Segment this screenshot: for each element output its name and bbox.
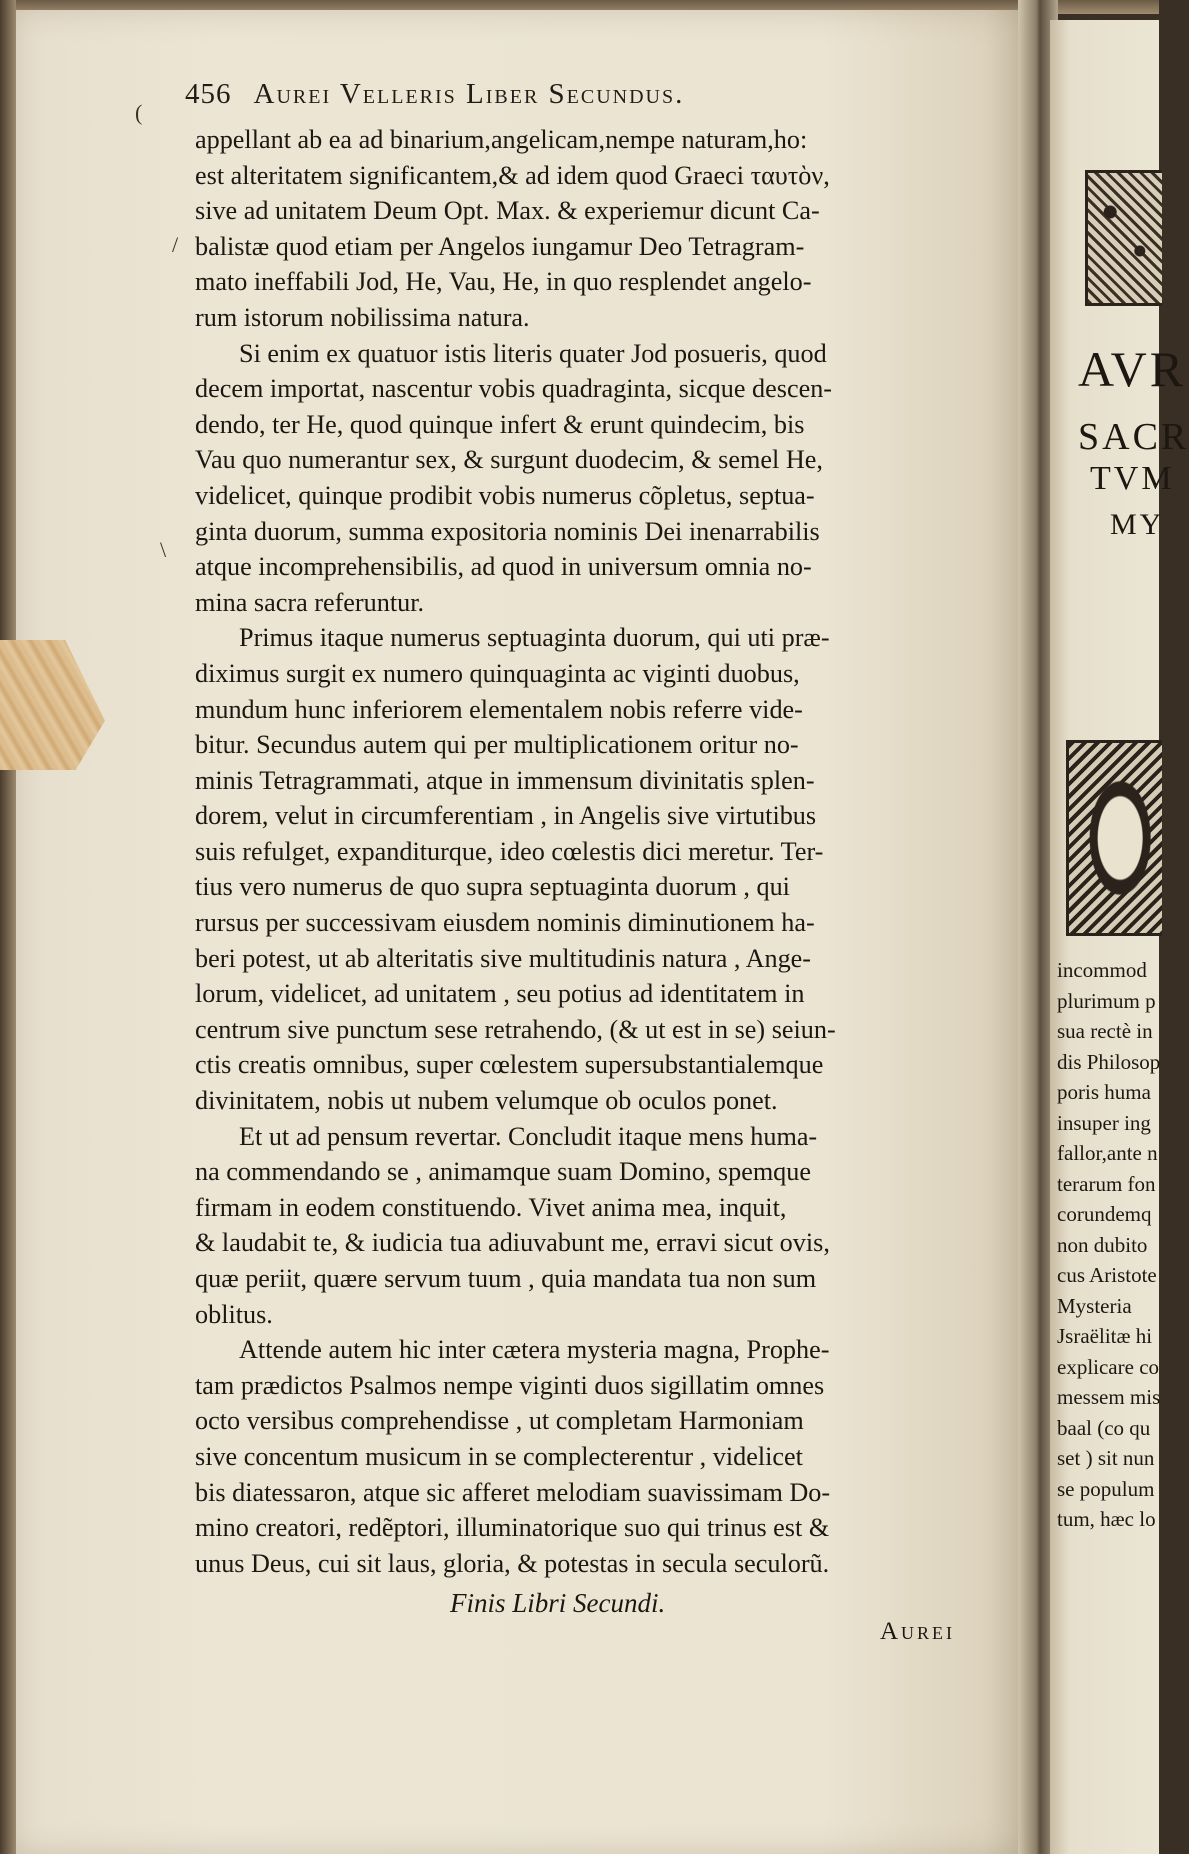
text-line: suis refulget, expanditurque, ideo cœlestis dici meretur. Ter-	[195, 836, 824, 866]
right-text-line: messem mis	[1057, 1385, 1161, 1409]
right-text-line: terarum fon	[1057, 1171, 1156, 1196]
text-line: tius vero numerus de quo supra septuaginta duorum , qui	[195, 872, 790, 902]
text-line: videlicet, quinque prodibit vobis numerus cõpletus, septua-	[195, 480, 815, 510]
paragraph	[195, 1119, 1005, 1333]
running-head	[185, 78, 965, 111]
text-line: bitur. Secundus autem qui per multiplicationem oritur no-	[195, 730, 799, 760]
text-line: Vau quo numerantur sex, & surgunt duodecim, & semel He,	[195, 445, 823, 475]
text-line: & laudabit te, & iudicia tua adiuvabunt me, erravi sicut ovis,	[195, 1228, 830, 1258]
right-text-line: baal (co qu	[1057, 1415, 1151, 1440]
book-left-edge	[0, 0, 16, 1854]
text-line: oblitus.	[195, 1299, 273, 1329]
right-text-line: sua rectè in	[1057, 1019, 1153, 1043]
text-line: beri potest, ut ab alteritatis sive multitudinis natura , Ange-	[195, 943, 812, 973]
right-text-line: plurimum p	[1057, 988, 1156, 1013]
margin-mark: (	[135, 100, 143, 125]
margin-mark: \	[160, 537, 167, 562]
right-text-line: Mysteria	[1057, 1293, 1132, 1318]
text-line: minis Tetragrammati, atque in immensum divinitatis splen-	[195, 765, 815, 795]
finis-line: Finis Libri Secundi.	[450, 1588, 666, 1618]
right-text-line: Jsraëlitæ hi	[1057, 1324, 1153, 1348]
paragraph	[195, 336, 1005, 621]
text-line: mundum hunc inferiorem elementalem nobis referre vide-	[195, 694, 803, 724]
right-text-line: fallor,ante n	[1057, 1141, 1158, 1165]
text-line: sive concentum musicum in se complecterentur , videlicet	[195, 1441, 803, 1471]
right-text-line: non dubito	[1057, 1232, 1148, 1257]
decorated-initial	[1066, 740, 1162, 936]
text-line: balistæ quod etiam per Angelos iungamur Deo Tetragram-	[195, 231, 805, 261]
text-line: rum istorum nobilissima natura.	[195, 302, 530, 332]
right-text-line: incommod	[1057, 958, 1147, 982]
paragraph	[195, 122, 1005, 336]
right-page-text	[1057, 955, 1159, 1535]
text-line: est alteritatem significantem,& ad idem quod Graeci ταυτὸν,	[195, 160, 830, 190]
text-line: unus Deus, cui sit laus, gloria, & potestas in secula seculorũ.	[195, 1548, 830, 1578]
right-text-line: insuper ing	[1057, 1110, 1151, 1135]
text-line: Et ut ad pensum revertar. Concludit itaque mens huma-	[239, 1121, 818, 1151]
right-text-line: tum, hæc lo	[1057, 1507, 1156, 1531]
right-title-line-3: TVM	[1090, 460, 1175, 497]
text-line: ginta duorum, summa expositoria nominis Dei inenarrabilis	[195, 516, 820, 546]
right-text-line: corundemq	[1057, 1202, 1152, 1226]
text-line: appellant ab ea ad binarium,angelicam,nempe naturam,ho:	[195, 125, 808, 154]
text-line: octo versibus comprehendisse , ut completam Harmoniam	[195, 1406, 804, 1436]
text-line: tam prædictos Psalmos nempe viginti duos sigillatim omnes	[195, 1370, 825, 1400]
text-line: Si enim ex quatuor istis literis quater Jod posueris, quod	[239, 338, 827, 368]
text-line: mato ineffabili Jod, He, Vau, He, in quo resplendet angelo-	[195, 267, 812, 297]
text-line: decem importat, nascentur vobis quadraginta, sicque descen-	[195, 374, 833, 404]
page-number: 456	[185, 78, 232, 110]
headpiece-ornament	[1085, 170, 1162, 306]
paragraph	[195, 620, 1005, 1118]
text-line: rursus per successivam eiusdem nominis diminutionem ha-	[195, 908, 815, 938]
right-title-line-1: AVR	[1078, 341, 1187, 397]
body-text	[195, 122, 1005, 1581]
text-line: Primus itaque numerus septuaginta duorum, qui uti præ-	[239, 623, 830, 653]
text-line: mino creatori, redẽptori, illuminatorique suo qui trinus est &	[195, 1513, 830, 1543]
text-line: firmam in eodem constituendo. Vivet anima mea, inquit,	[195, 1192, 787, 1222]
right-text-line: cus Aristote	[1057, 1263, 1157, 1287]
right-text-line: explicare co	[1057, 1354, 1160, 1379]
text-line: bis diatessaron, atque sic afferet melodiam suavissimam Do-	[195, 1477, 831, 1507]
text-line: atque incomprehensibilis, ad quod in universum omnia no-	[195, 552, 812, 582]
text-line: ctis creatis omnibus, super cœlestem supersubstantialemque	[195, 1050, 824, 1080]
text-line: dorem, velut in circumferentiam , in Angelis sive virtutibus	[195, 801, 817, 831]
right-text-line: dis Philosop	[1057, 1049, 1161, 1074]
text-line: diximus surgit ex numero quinquaginta ac viginti duobus,	[195, 658, 800, 688]
catchword: Aurei	[880, 1618, 956, 1645]
text-line: quæ periit, quære servum tuum , quia mandata tua non sum	[195, 1264, 817, 1293]
text-line: sive ad unitatem Deum Opt. Max. & experiemur dicunt Ca-	[195, 196, 820, 226]
text-line: na commendando se , animamque suam Domino, spemque	[195, 1157, 811, 1187]
text-line: divinitatem, nobis ut nubem velumque ob oculos ponet.	[195, 1086, 778, 1116]
text-line: centrum sive punctum sese retrahendo, (& ut est in se) seiun-	[195, 1014, 836, 1044]
running-head-title: Aurei Velleris Liber Secundus.	[253, 78, 685, 110]
text-line: lorum, videlicet, ad unitatem , seu potius ad identitatem in	[195, 979, 805, 1009]
margin-mark: /	[172, 232, 179, 257]
right-title-line-2: SACR	[1078, 416, 1189, 458]
text-line: mina sacra referuntur.	[195, 587, 425, 617]
text-line: Attende autem hic inter cætera mysteria magna, Prophe-	[239, 1335, 830, 1365]
text-line: dendo, ter He, quod quinque infert & erunt quindecim, bis	[195, 409, 805, 439]
right-text-line: set ) sit nun	[1057, 1446, 1155, 1470]
right-text-line: poris huma	[1057, 1080, 1151, 1104]
paragraph	[195, 1332, 1005, 1581]
right-text-line: se populum	[1057, 1476, 1155, 1501]
right-title-line-4: MY	[1110, 508, 1165, 541]
